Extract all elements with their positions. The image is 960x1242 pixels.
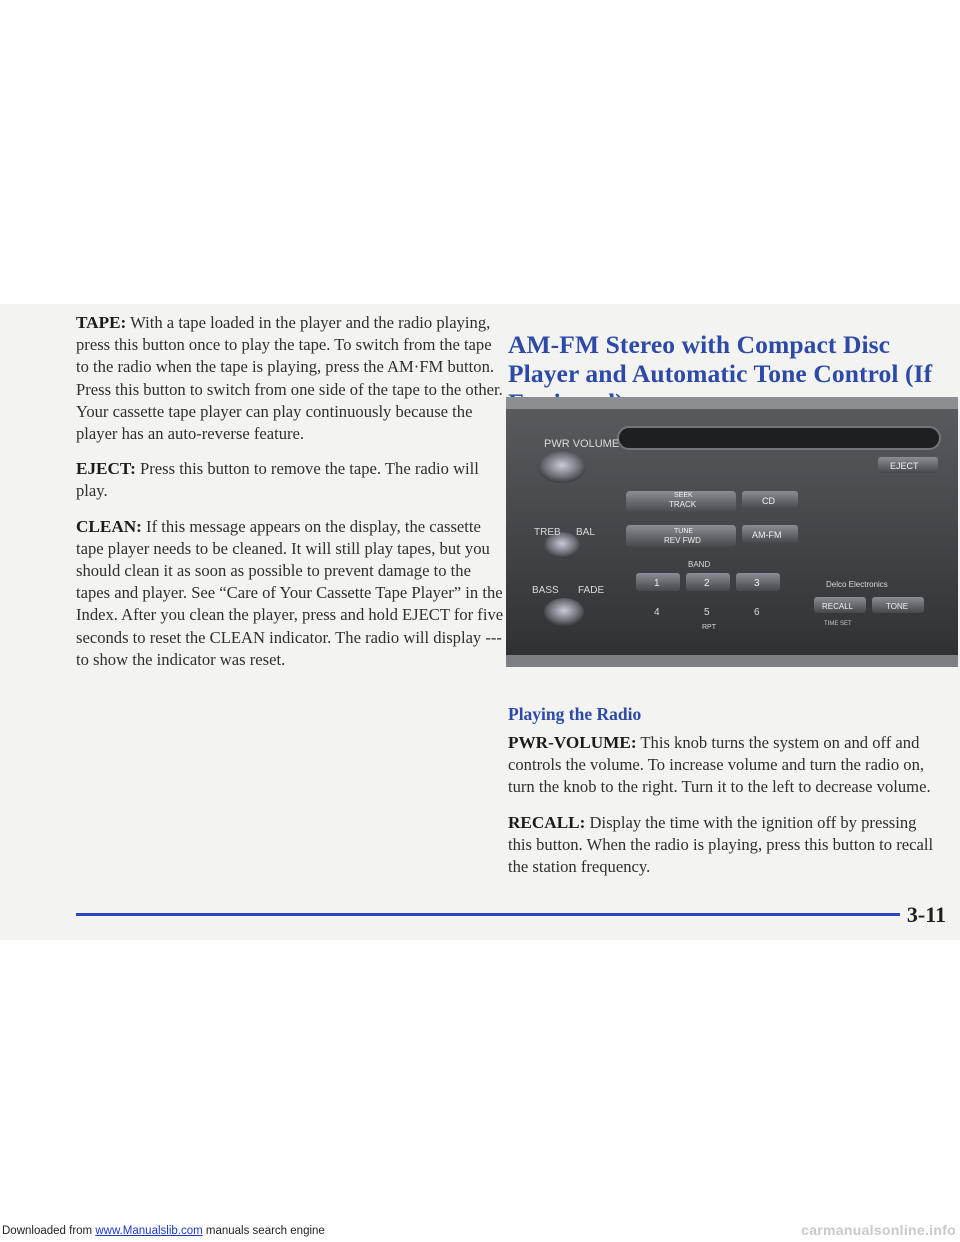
term-tape: TAPE: bbox=[76, 313, 127, 332]
band-label: BAND bbox=[688, 560, 711, 569]
page-number: 3-11 bbox=[906, 902, 946, 927]
brand-label: Delco Electronics bbox=[826, 580, 888, 589]
rev-fwd-label: REV FWD bbox=[664, 536, 701, 545]
paragraph-eject bbox=[76, 458, 504, 502]
rpt-label: RPT bbox=[702, 624, 716, 631]
paragraph-pwr-volume bbox=[508, 732, 944, 799]
preset-3-label: 3 bbox=[754, 578, 760, 589]
radio-faceplate-photo bbox=[506, 397, 958, 667]
paragraph-tape bbox=[76, 312, 504, 445]
footer-rule bbox=[76, 913, 900, 916]
paragraph-recall bbox=[508, 812, 944, 879]
cd-label: CD bbox=[762, 496, 775, 506]
section-heading: AM-FM Stereo with Compact Disc Player and Automatic Tone Control (If bbox=[508, 330, 933, 388]
volume-knob bbox=[538, 451, 586, 483]
bal-label: BAL bbox=[576, 527, 595, 538]
term-pwr-volume: PWR-VOLUME: bbox=[508, 733, 637, 752]
term-recall: RECALL: bbox=[508, 812, 586, 832]
paragraph-tape-text: With a tape loaded in the player and the radio playing, press this button once to play the tape. To switch from the tape to the radio when the tape is playing, press the AM·FM button. Press this button to switch from one side of the tape to the other. Your cassette tape player can play continuously because the player has an auto-reverse feature. bbox=[76, 313, 503, 444]
tune-label: TUNE bbox=[674, 528, 694, 535]
subheading-playing-radio: Playing the Radio bbox=[508, 704, 642, 724]
paragraph-pwr-volume-text: This knob turns the system on and off and controls the volume. To increase volume and turn the radio on, turn the knob to the right. Turn it to the left to decrease volume. bbox=[508, 733, 931, 797]
treb-label: TREB bbox=[534, 527, 561, 538]
paragraph-clean bbox=[76, 516, 504, 671]
track-label: TRACK bbox=[669, 500, 697, 509]
manualslib-link[interactable]: www.Manualslib.com bbox=[95, 1225, 203, 1237]
download-footer bbox=[2, 1225, 325, 1237]
pwr-volume-label: PWR VOLUME bbox=[544, 438, 620, 450]
time-set-label: TIME SET bbox=[824, 621, 852, 627]
tone-label: TONE bbox=[886, 602, 909, 611]
footer-prefix: Downloaded from bbox=[2, 1225, 96, 1237]
watermark: carmanualsonline.info bbox=[801, 1222, 956, 1238]
bass-label: BASS bbox=[532, 585, 559, 596]
paragraph-clean-text: If this message appears on the display, the cassette tape player needs to be cleaned. It will still play tapes, but you should clean it as soon as possible to prevent damage to the tapes and player. See “Care of Your Cassette Tape Player” in the Index. After you clean the player, press and hold EJECT for five seconds to reset the CLEAN indicator. The radio will display --- to show the indicator was reset. bbox=[76, 516, 504, 669]
preset-6-label: 6 bbox=[754, 607, 760, 618]
am-fm-label: AM-FM bbox=[752, 530, 782, 540]
left-column bbox=[76, 312, 504, 684]
term-clean: CLEAN: bbox=[76, 516, 142, 536]
cd-slot bbox=[618, 427, 940, 449]
eject-label: EJECT bbox=[890, 461, 919, 471]
paragraph-eject-text: Press this button to remove the tape. The radio will play. bbox=[76, 459, 479, 501]
preset-4-label: 4 bbox=[654, 607, 660, 618]
term-eject: EJECT: bbox=[76, 459, 136, 479]
footer-suffix: manuals search engine bbox=[202, 1225, 325, 1237]
paragraph-recall-text: Display the time with the ignition off by pressing this button. When the radio is playing, press this button to recall the station frequency. bbox=[508, 812, 934, 877]
preset-1-label: 1 bbox=[654, 578, 660, 589]
bass-knob bbox=[544, 598, 584, 626]
preset-2-label: 2 bbox=[704, 578, 710, 589]
radio-illustration bbox=[506, 397, 958, 667]
fade-label: FADE bbox=[578, 585, 605, 596]
recall-label: RECALL bbox=[822, 602, 854, 611]
seek-label: SEEK bbox=[674, 492, 693, 499]
right-column bbox=[508, 732, 944, 891]
preset-5-label: 5 bbox=[704, 607, 710, 618]
